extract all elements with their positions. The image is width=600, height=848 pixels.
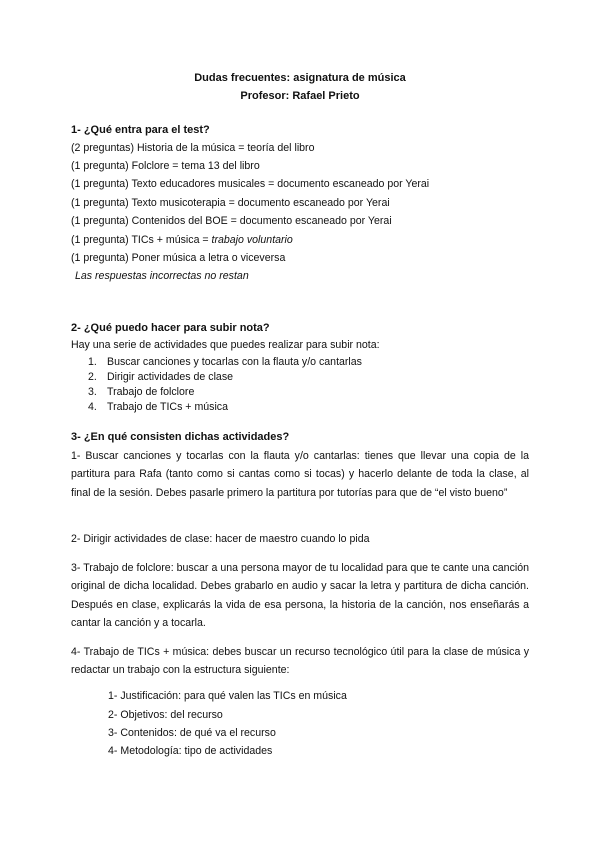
activity-paragraph-1: 1- Buscar canciones y tocarlas con la flauta y/o cantarlas: tienes que llevar una copia de la partitura para Rafa (tanto como si cantas como si tocas) y hacerlo delante de toda la clase, al final de la sesión. Debes pasarle primero la partitura por tutorías para que de “el visto bueno” [71,450,529,499]
list-item: 1. Buscar canciones y tocarlas con la flauta y/o cantarlas [88,356,362,368]
section1-line: (1 pregunta) Poner música a letra o viceversa [71,252,286,264]
section2-heading: 2- ¿Qué puedo hacer para subir nota? [71,322,270,334]
section1-heading: 1- ¿Qué entra para el test? [71,124,210,136]
structure-item: 1- Justificación: para qué valen las TICs en música [108,690,347,702]
section2-intro: Hay una serie de actividades que puedes realizar para subir nota: [71,339,380,351]
section1-line: (2 preguntas) Historia de la música = teoría del libro [71,142,315,154]
section3-heading: 3- ¿En qué consisten dichas actividades? [71,431,290,443]
section1-line: (1 pregunta) Texto educadores musicales = documento escaneado por Yerai [71,178,430,190]
list-item: 4. Trabajo de TICs + música [88,401,228,413]
structure-item: 2- Objetivos: del recurso [108,709,223,721]
section1-note: Las respuestas incorrectas no restan [75,270,249,282]
section1-line: (1 pregunta) Texto musicoterapia = documento escaneado por Yerai [71,197,390,209]
activity-paragraph-3: 3- Trabajo de folclore: buscar a una persona mayor de tu localidad para que te cante una canción original de dicha localidad. Debes grabarlo en audio y sacar la letra y partitura de dicha canción. Después en clase, explicarás la vida de esa persona, la historia de la canción, nos enseñarás a cantar la canción y a tocarla. [71,562,529,630]
activity-paragraph-4: 4- Trabajo de TICs + música: debes buscar un recurso tecnológico útil para la clase de música y redactar un trabajo con la estructura siguiente: [71,646,529,677]
list-item: 3. Trabajo de folclore [88,386,195,398]
structure-item: 4- Metodología: tipo de actividades [108,745,273,757]
list-item: 2. Dirigir actividades de clase [88,371,234,383]
activities-list [88,355,362,415]
section1-tic-line [71,234,293,246]
section1-line: (1 pregunta) Folclore = tema 13 del libro [71,160,260,172]
tic-line-italic: trabajo voluntario [211,234,293,246]
tic-line-prefix: (1 pregunta) TICs + música = [71,234,212,246]
document-subtitle: Profesor: Rafael Prieto [240,90,360,102]
structure-item: 3- Contenidos: de qué va el recurso [108,727,276,739]
activity-paragraph-2: 2- Dirigir actividades de clase: hacer de maestro cuando lo pida [71,533,370,545]
section1-line: (1 pregunta) Contenidos del BOE = documento escaneado por Yerai [71,215,392,227]
document-title: Dudas frecuentes: asignatura de música [194,72,406,84]
